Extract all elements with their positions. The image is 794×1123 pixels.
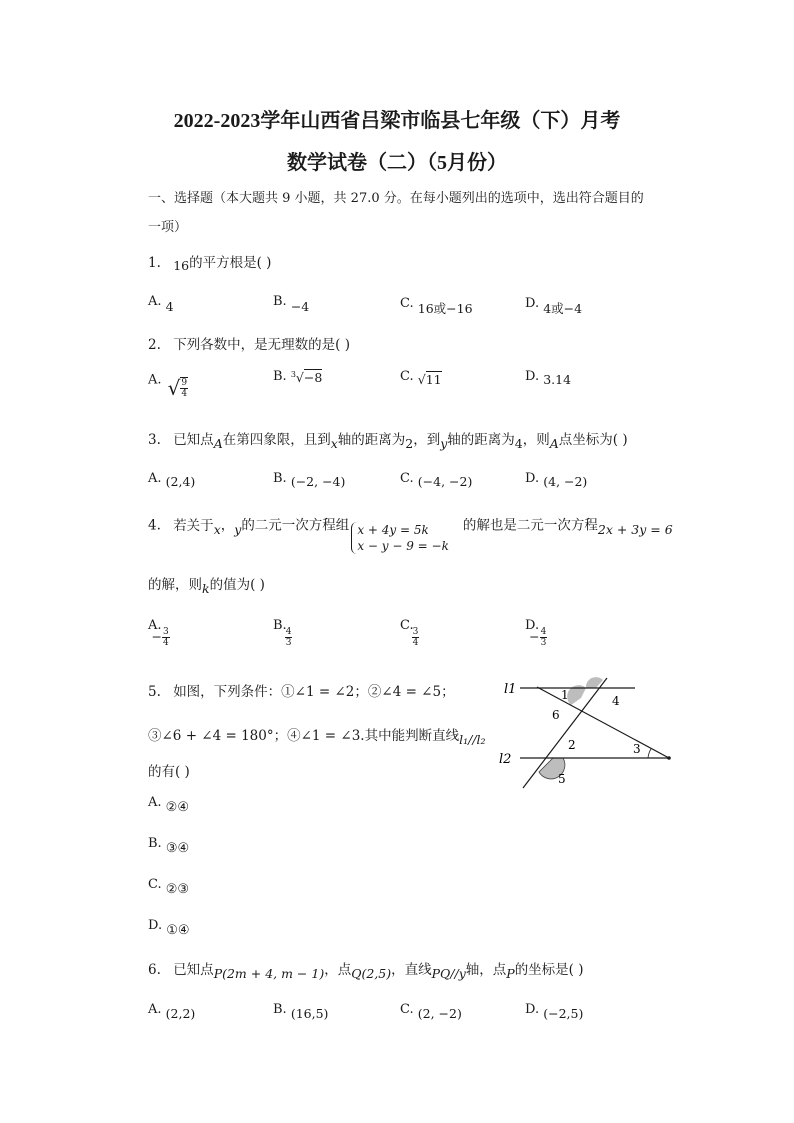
question-number: 4. — [148, 517, 161, 534]
numerator: 3 — [412, 627, 419, 637]
option-label: D. — [525, 1002, 540, 1017]
math-var: x — [330, 436, 338, 451]
option-value: ②③ — [165, 882, 190, 897]
option-label: B. — [273, 294, 287, 309]
page-subtitle: 数学试卷（二）（5月份） — [287, 152, 507, 174]
question-4-cont — [148, 573, 265, 596]
math-parallel: PQ//y — [431, 966, 466, 981]
stem-text: 如图，下列条件：①∠1 = ∠2；②∠4 = ∠5； — [173, 684, 455, 700]
angle-arc-3 — [648, 749, 651, 758]
option-c[interactable] — [400, 293, 473, 316]
option-value: ①④ — [166, 923, 190, 938]
fraction — [180, 377, 188, 399]
stem-text: ，则 — [522, 432, 550, 448]
option-d[interactable] — [525, 293, 583, 316]
label-angle-2: 2 — [568, 738, 576, 752]
question-number: 2. — [148, 337, 161, 353]
stem-text: 若关于 — [173, 517, 214, 534]
option-label: D. — [148, 918, 163, 933]
stem-text: 其中能判断直线 — [364, 728, 460, 744]
denominator: 4 — [412, 638, 419, 648]
stem-text: 的值为( ) — [209, 577, 265, 593]
stem-text: 已知点 — [173, 432, 214, 448]
fraction — [540, 627, 548, 648]
numerator: 4 — [285, 627, 292, 637]
option-value: 16或−16 — [417, 301, 473, 316]
denominator: 3 — [540, 638, 547, 648]
radicand: 11 — [425, 372, 442, 387]
stem-text: ， — [220, 517, 235, 534]
math-var: A — [549, 436, 559, 451]
label-angle-1: 1 — [561, 688, 569, 702]
stem-text: ，点 — [324, 962, 352, 978]
math-var: P — [506, 966, 515, 981]
square-root: √11 — [417, 372, 442, 387]
math-parallel: l₁//l₂ — [459, 732, 486, 747]
option-value: (2,4) — [165, 474, 196, 489]
stem-conditions: ③∠6 + ∠4 = 180°；④∠1 = ∠3. — [148, 728, 365, 744]
label-angle-5: 5 — [558, 772, 566, 786]
option-a[interactable] — [148, 293, 174, 314]
option-c[interactable] — [148, 877, 190, 897]
denominator: 4 — [181, 389, 188, 399]
option-a[interactable] — [148, 1001, 196, 1021]
option-a[interactable] — [148, 368, 188, 400]
question-number: 5. — [148, 684, 161, 700]
question-stem: 下列各数中，是无理数的是( ) — [173, 337, 351, 353]
option-value: 4 — [165, 299, 174, 314]
option-value: (−2, −4) — [290, 474, 346, 489]
question-6 — [148, 958, 584, 981]
page-title: 2022-2023学年山西省吕梁市临县七年级（下）月考 — [173, 110, 621, 132]
stem-text: 的解也是二元一次方程 — [462, 517, 598, 534]
option-label: B. — [273, 369, 287, 385]
option-label: D. — [525, 471, 540, 486]
option-d[interactable] — [525, 470, 588, 489]
label-angle-6: 6 — [552, 708, 560, 722]
question-1 — [148, 251, 271, 271]
numerator: 9 — [181, 378, 188, 388]
option-a[interactable] — [148, 795, 189, 815]
option-value — [529, 627, 547, 648]
fraction — [162, 627, 170, 648]
option-label: A. — [148, 294, 162, 309]
label-l1: l1 — [504, 682, 517, 697]
option-label: A. — [148, 1002, 162, 1017]
option-a[interactable] — [148, 470, 196, 489]
stem-text: 点坐标为( ) — [558, 432, 628, 448]
stem-text: 轴的距离为 — [447, 432, 515, 448]
option-label: A. — [148, 471, 162, 486]
option-label: A. — [148, 795, 162, 810]
option-b[interactable] — [273, 1001, 329, 1021]
label-angle-4: 4 — [612, 694, 620, 708]
stem-text: 的解，则 — [148, 577, 202, 593]
option-b[interactable] — [148, 836, 190, 856]
question-stem: 的平方根是( ) — [189, 255, 272, 271]
stem-text: 的二元一次方程组 — [241, 517, 350, 534]
question-2 — [148, 333, 350, 353]
question-number: 1. — [148, 255, 161, 271]
option-value: (−2,5) — [543, 1006, 584, 1021]
math-number: 2 — [405, 436, 414, 451]
option-label: C. — [400, 296, 414, 311]
option-label: B. — [273, 618, 287, 633]
option-label: B. — [273, 471, 287, 486]
option-label: C. — [400, 1002, 414, 1017]
option-b[interactable] — [273, 368, 322, 384]
option-c[interactable] — [400, 615, 421, 648]
option-label: C. — [148, 877, 162, 892]
stem-text: ，直线 — [391, 962, 432, 978]
stem-text: 的坐标是( ) — [514, 962, 584, 978]
question-5-end: 的有( ) — [148, 764, 190, 780]
parallel-lines-figure — [495, 672, 680, 797]
label-l2: l2 — [499, 752, 512, 767]
question-3 — [148, 428, 628, 451]
math-number: 16 — [173, 258, 190, 273]
question-4 — [148, 510, 673, 553]
math-var: A — [213, 436, 223, 451]
option-label: C. — [400, 618, 414, 633]
option-value: 3.14 — [543, 372, 572, 387]
option-label: A. — [148, 618, 162, 633]
fraction — [285, 627, 293, 648]
question-5 — [148, 680, 455, 700]
option-d[interactable] — [525, 1001, 584, 1021]
equation-system — [351, 522, 449, 554]
option-label: D. — [525, 618, 540, 633]
stem-text: 轴的距离为 — [337, 432, 406, 448]
option-a[interactable] — [148, 615, 180, 648]
option-value: (4, −2) — [543, 474, 588, 489]
cube-root: $^3$√−8 — [290, 370, 323, 386]
fraction — [412, 627, 420, 648]
option-value: 4或−4 — [543, 301, 583, 316]
option-d[interactable] — [525, 615, 557, 648]
stem-text: ，到 — [413, 432, 441, 448]
option-label: B. — [148, 836, 162, 851]
section-heading: 一、选择题（本大题共 9 小题，共 27.0 分。在每小题列出的选项中，选出符合题目的 — [148, 191, 644, 206]
math-point-q: Q(2,5) — [351, 966, 392, 981]
option-c[interactable] — [400, 368, 442, 387]
option-value: (16,5) — [290, 1006, 329, 1021]
question-number: 3. — [148, 432, 161, 448]
option-value — [285, 627, 293, 648]
math-var: y — [234, 521, 242, 537]
option-c[interactable] — [400, 1001, 462, 1021]
question-number: 6. — [148, 962, 161, 978]
option-label: B. — [273, 1002, 287, 1017]
option-value: (2,2) — [165, 1006, 196, 1021]
math-point-p: P(2m + 4, m − 1) — [213, 966, 325, 981]
math-var: k — [202, 581, 210, 596]
question-5-cont — [148, 724, 486, 747]
option-label: C. — [400, 369, 414, 384]
option-d[interactable] — [148, 918, 190, 938]
math-var: y — [440, 436, 448, 451]
option-value — [151, 627, 170, 648]
minus-sign: − — [529, 629, 540, 644]
option-value: (2, −2) — [417, 1006, 462, 1021]
option-label: D. — [525, 296, 540, 311]
option-label: D. — [525, 369, 540, 384]
math-number: 4 — [514, 436, 523, 451]
stem-text: 轴，点 — [465, 962, 507, 978]
equation-2: x − y − 9 = −k — [357, 539, 449, 553]
option-c[interactable] — [400, 470, 473, 489]
option-d[interactable] — [525, 368, 572, 387]
option-value: ②④ — [165, 800, 189, 815]
section-heading-cont: 一项） — [148, 220, 188, 235]
option-label: C. — [400, 471, 414, 486]
radical-sign: √ — [167, 376, 181, 400]
option-value: (−4, −2) — [417, 474, 473, 489]
denominator: 4 — [163, 638, 169, 648]
sqrt-fraction — [168, 376, 188, 400]
stem-text: 在第四象限，且到 — [222, 432, 331, 448]
label-angle-3: 3 — [633, 742, 641, 756]
option-value: −4 — [290, 299, 310, 314]
option-value: ③④ — [165, 841, 190, 856]
minus-sign: − — [151, 629, 163, 644]
numerator: 3 — [163, 627, 169, 637]
radicand: −8 — [303, 370, 323, 386]
option-b[interactable] — [273, 293, 310, 314]
transversal-2 — [537, 687, 669, 758]
numerator: 4 — [540, 627, 547, 637]
linear-equation: 2x + 3y = 6 — [597, 521, 673, 537]
denominator: 3 — [285, 638, 292, 648]
option-label: A. — [148, 372, 162, 388]
option-b[interactable] — [273, 615, 294, 648]
math-var: x — [213, 521, 221, 537]
equation-1: x + 4y = 5k — [357, 523, 429, 537]
stem-text: 已知点 — [173, 962, 214, 978]
option-b[interactable] — [273, 470, 346, 489]
root-index: 3 — [290, 370, 296, 379]
option-value — [412, 627, 420, 648]
vertex-point — [667, 756, 671, 760]
